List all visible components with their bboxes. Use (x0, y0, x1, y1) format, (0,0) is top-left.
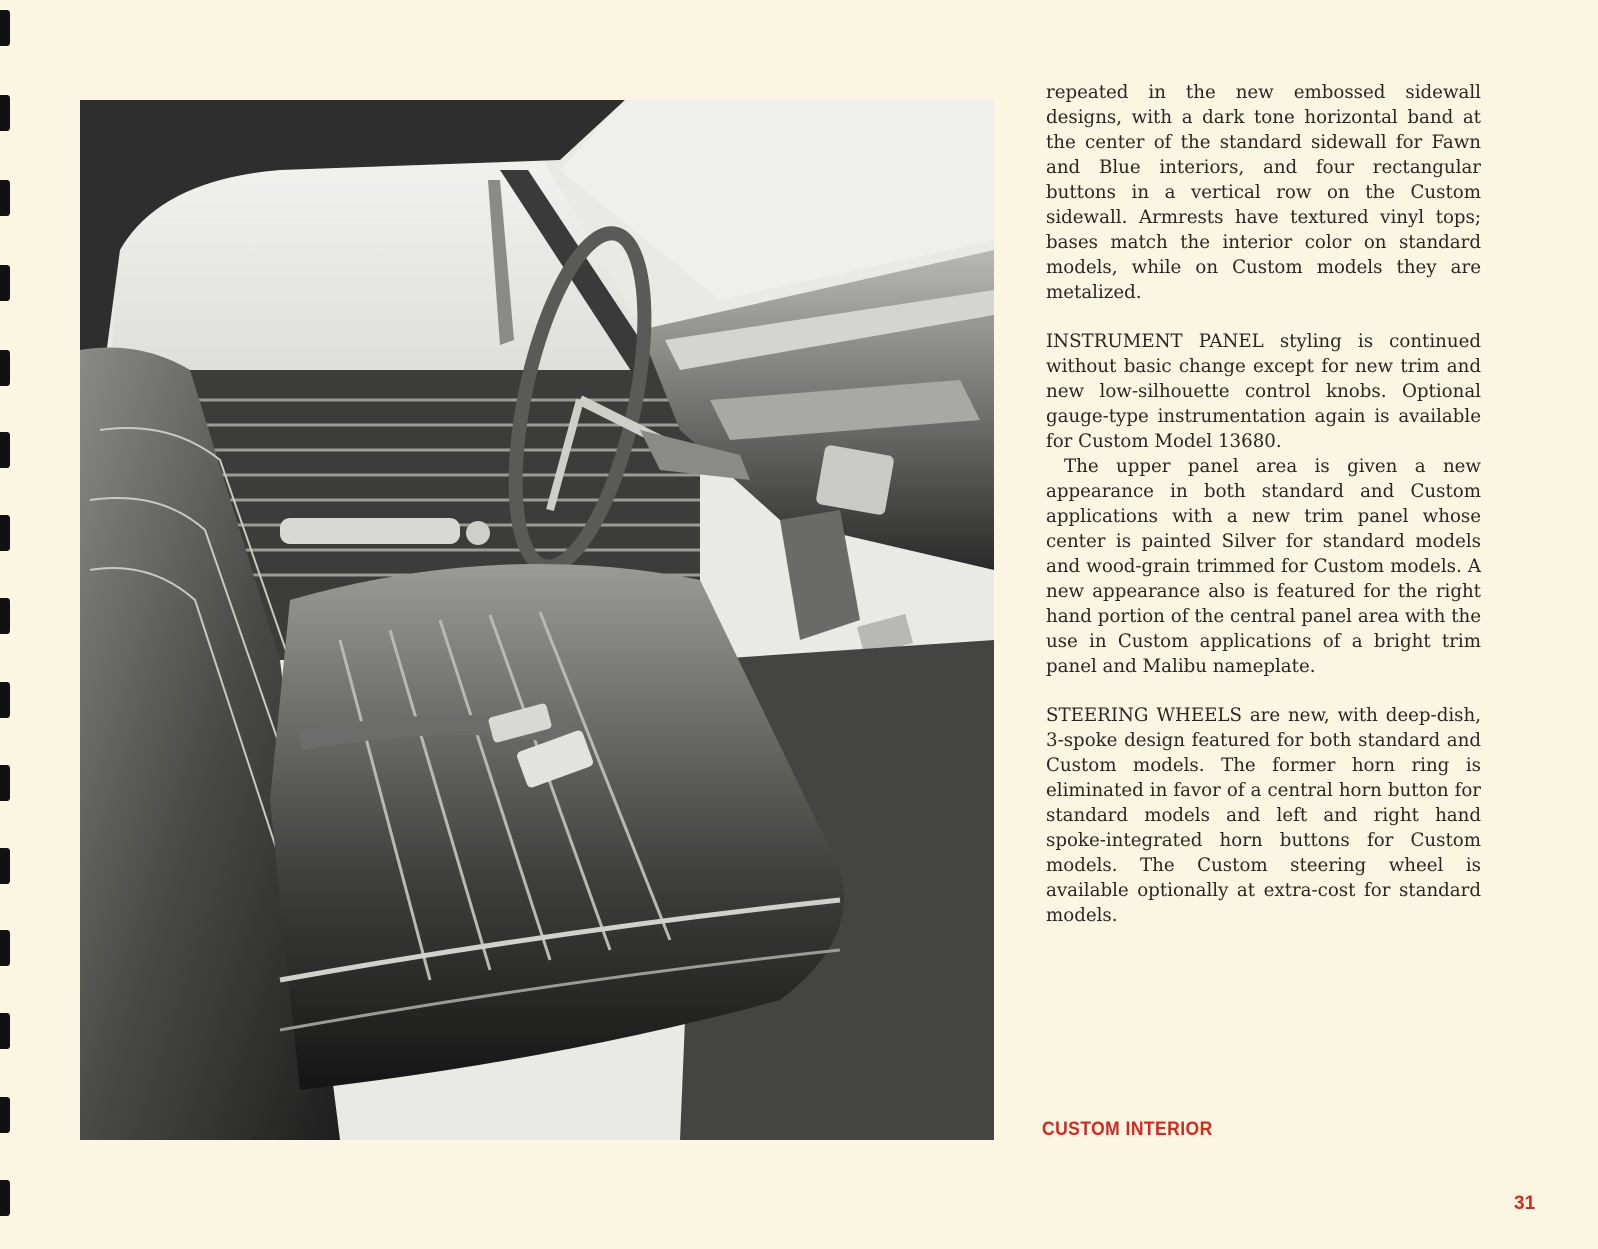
interior-photo (80, 100, 994, 1140)
paragraph-sidewall: repeated in the new embossed sidewall designs, with a dark tone horizontal band at the center of the standard sidewall for Fawn and Blue interiors, and four rectangular buttons in a vertical row on the Custom sidewall. Armrests have textured vinyl tops; bases match the interior color on standard models, while on Custom models they are metalized. (1046, 82, 1481, 303)
paragraph-instrument-panel: INSTRUMENT PANEL styling is continued without basic change except for new trim and new low-silhouette control knobs. Optional gauge-type instrumentation again is available for Custom Model 13680. (1046, 331, 1481, 452)
spiral-binding (0, 0, 14, 1249)
photo-caption: CUSTOM INTERIOR (1042, 1119, 1213, 1140)
body-text (1046, 80, 1481, 952)
paragraph-steering-wheels: STEERING WHEELS are new, with deep-dish, 3-spoke design featured for both standard and Custom models. The former horn ring is eliminated in favor of a central horn button for standard models and left and right hand spoke-integrated horn buttons for Custom models. The Custom steering wheel is available optionally at extra-cost for standard models. (1046, 705, 1481, 926)
page-number: 31 (1514, 1193, 1536, 1214)
paragraph-upper-panel: The upper panel area is given a new appearance in both standard and Custom applications with a new trim panel whose center is painted Silver for standard models and wood-grain trimmed for Custom models. A new appearance also is featured for the right hand portion of the central panel area with the use in Custom applications of a bright trim panel and Malibu nameplate. (1046, 456, 1481, 677)
